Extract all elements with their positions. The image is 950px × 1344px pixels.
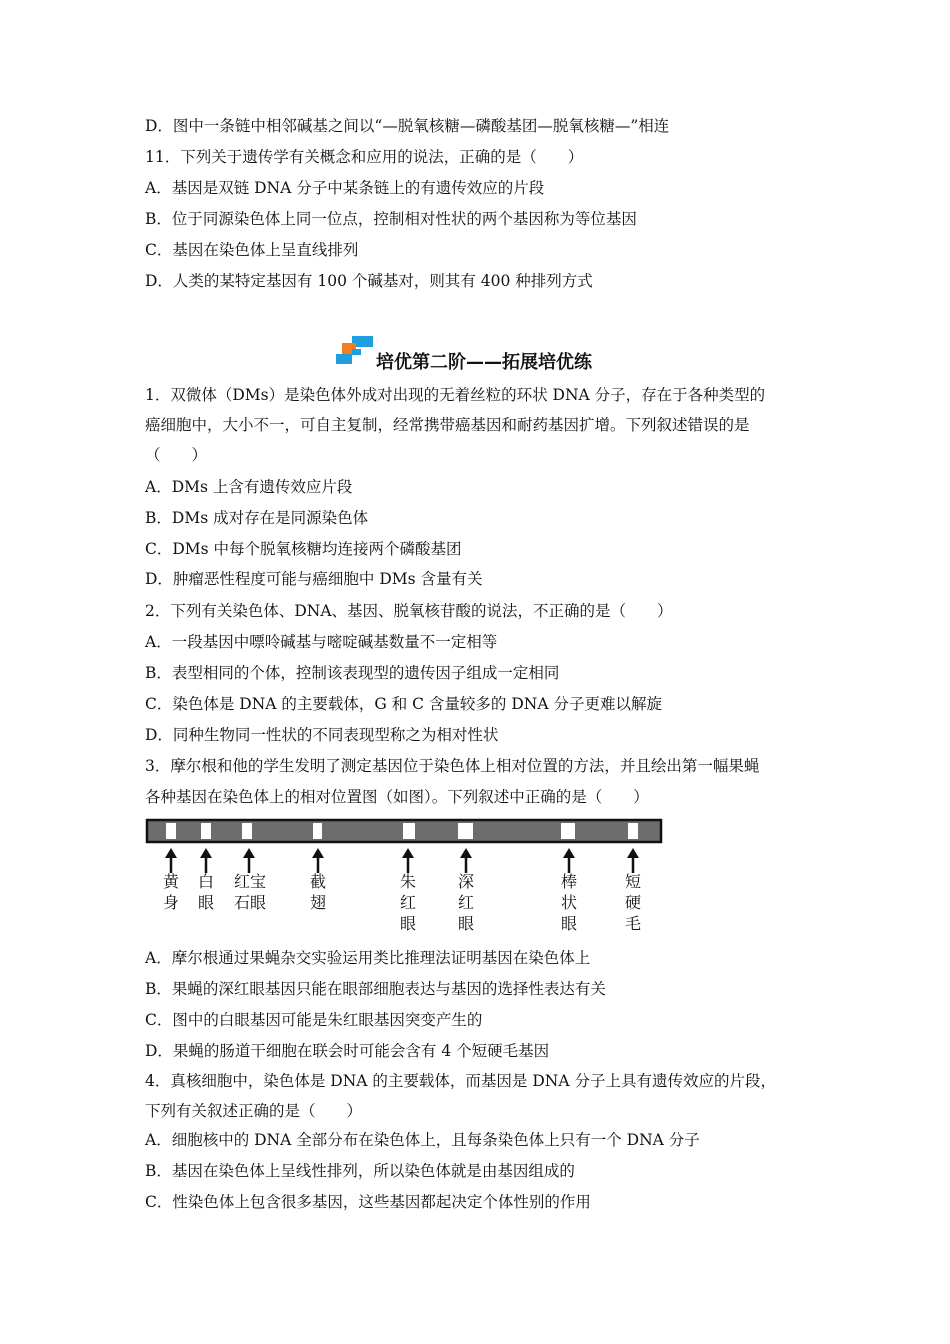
q3-option-a: A．摩尔根通过果蝇杂交实验运用类比推理法证明基因在染色体上 (145, 949, 591, 967)
q1-option-a: A．DMs 上含有遗传效应片段 (145, 478, 353, 496)
q11-stem: 11．下列关于遗传学有关概念和应用的说法，正确的是（ ） (145, 148, 584, 166)
q1-stem-line1: 1．双微体（DMs）是染色体外成对出现的无着丝粒的环状 DNA 分子，存在于各种类型的 (145, 386, 766, 404)
q4-stem-line2: 下列有关叙述正确的是（ ） (145, 1102, 363, 1120)
q3-option-c: C．图中的白眼基因可能是朱红眼基因突变产生的 (145, 1011, 483, 1029)
chromosome-gene-map (145, 818, 665, 946)
gene-label: 深 红 眼 (457, 872, 474, 933)
gene-label: 截 翅 (309, 872, 326, 912)
q1-stem-line2: 癌细胞中，大小不一，可自主复制，经常携带癌基因和耐药基因扩增。下列叙述错误的是 (145, 416, 750, 434)
chromosome-bar (145, 818, 665, 878)
gene-label: 短 硬 毛 (624, 872, 641, 933)
band-vermilion-eye (403, 823, 415, 839)
q3-stem-line1: 3．摩尔根和他的学生发明了测定基因位于染色体上相对位置的方法，并且绘出第一幅果蝇 (145, 757, 760, 775)
q1-option-b: B．DMs 成对存在是同源染色体 (145, 509, 369, 527)
q1-option-d: D．肿瘤恶性程度可能与癌细胞中 DMs 含量有关 (145, 570, 483, 588)
section-title: 培优第二阶——拓展培优练 (376, 352, 592, 373)
band-white-eye (201, 823, 211, 839)
q4-option-c: C．性染色体上包含很多基因，这些基因都起决定个体性别的作用 (145, 1193, 591, 1211)
band-bar-eye (561, 823, 575, 839)
q11-option-c: C．基因在染色体上呈直线排列 (145, 241, 359, 259)
q1-stem-line3: （ ） (145, 446, 208, 464)
q3-option-b: B．果蝇的深红眼基因只能在眼部细胞表达与基因的选择性表达有关 (145, 980, 606, 998)
q2-option-c: C．染色体是 DNA 的主要载体，G 和 C 含量较多的 DNA 分子更难以解旋 (145, 695, 662, 713)
q3-option-d: D．果蝇的肠道干细胞在联会时可能会含有 4 个短硬毛基因 (145, 1042, 550, 1060)
band-cut-wing (313, 823, 322, 839)
band-yellow-body (166, 823, 176, 839)
gene-label: 朱 红 眼 (399, 872, 416, 933)
q2-option-b: B．表型相同的个体，控制该表现型的遗传因子组成一定相同 (145, 664, 560, 682)
band-carmine-eye (458, 823, 473, 839)
q2-option-d: D．同种生物同一性状的不同表现型称之为相对性状 (145, 726, 499, 744)
q11-option-a: A．基因是双链 DNA 分子中某条链上的有遗传效应的片段 (145, 179, 545, 197)
gene-label: 棒 状 眼 (560, 872, 577, 933)
q4-option-b: B．基因在染色体上呈线性排列，所以染色体就是由基因组成的 (145, 1162, 575, 1180)
stacked-blocks-icon (332, 336, 376, 366)
band-bristle (628, 823, 638, 839)
band-ruby-eye (242, 823, 252, 839)
q11-option-b: B．位于同源染色体上同一位点，控制相对性状的两个基因称为等位基因 (145, 210, 637, 228)
gene-label: 红宝 石眼 (233, 872, 266, 912)
q4-option-a: A．细胞核中的 DNA 全部分布在染色体上，且每条染色体上只有一个 DNA 分子 (145, 1131, 700, 1149)
q2-stem: 2．下列有关染色体、DNA、基因、脱氧核苷酸的说法，不正确的是（ ） (145, 602, 673, 620)
q4-stem-line1: 4．真核细胞中，染色体是 DNA 的主要载体，而基因是 DNA 分子上具有遗传效应的片段， (145, 1072, 776, 1090)
q10-option-d: D．图中一条链中相邻碱基之间以“—脱氧核糖—磷酸基团—脱氧核糖—”相连 (145, 117, 670, 135)
gene-label: 黄 身 (162, 872, 179, 912)
q3-stem-line2: 各种基因在染色体上的相对位置图（如图）。下列叙述中正确的是（ ） (145, 788, 649, 806)
q2-option-a: A．一段基因中嘌呤碱基与嘧啶碱基数量不一定相等 (145, 633, 498, 651)
gene-label: 白 眼 (197, 872, 214, 912)
q11-option-d: D．人类的某特定基因有 100 个碱基对，则其有 400 种排列方式 (145, 272, 593, 290)
q1-option-c: C．DMs 中每个脱氧核糖均连接两个磷酸基团 (145, 540, 462, 558)
